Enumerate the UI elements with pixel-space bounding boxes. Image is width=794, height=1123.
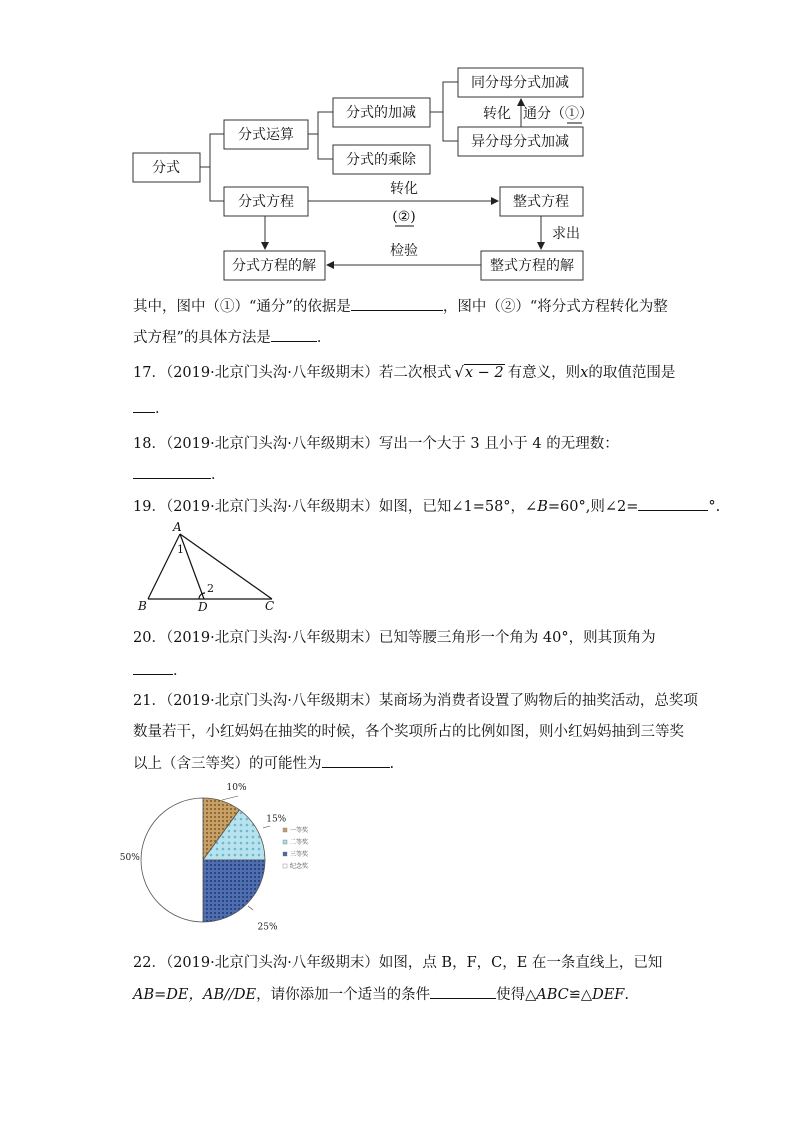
diagram-label-circle2: (②) [392, 209, 416, 225]
vertex-B: B [138, 599, 147, 613]
q20-line1: 20．（2019·北京门头沟·八年级期末）已知等腰三角形一个角为 40°，则其顶角为 [133, 630, 656, 646]
pie-chart [119, 780, 350, 933]
diagram-root: 分式 [152, 160, 180, 176]
q17-line1: 17．（2019·北京门头沟·八年级期末）若二次根式 √x − 2 有意义，则x的取值范围是 [133, 363, 676, 381]
diagram-diff-denominator: 异分母分式加减 [471, 134, 569, 150]
legend-label-4: 纪念奖 [290, 863, 309, 870]
diagram-add-sub: 分式的加减 [346, 105, 416, 121]
diagram-label-qiujie: 求出 [552, 226, 580, 242]
pie-label-2: 15% [266, 814, 287, 825]
diagram-label-tongfen: 通分（①） [523, 106, 593, 122]
vertex-D: D [198, 600, 208, 614]
diagram-label-jianyan: 检验 [390, 243, 418, 259]
q17-blank[interactable] [133, 398, 155, 413]
q18-line1: 18．（2019·北京门头沟·八年级期末）写出一个大于 3 且小于 4 的无理数： [133, 436, 619, 452]
pie-slice-4 [141, 798, 203, 922]
q21-line2: 数量若干，小红妈妈在抽奖的时候，各个奖项所占的比例如图，则小红妈妈抽到三等奖 [133, 724, 684, 740]
legend-swatch-3 [283, 852, 287, 856]
legend-swatch-4 [283, 864, 287, 868]
pie-slice-3 [203, 860, 265, 922]
diagram-label-zhuanhua-mid: 转化 [390, 181, 418, 197]
q16-blank-2[interactable] [271, 327, 317, 342]
q22-line1: 22．（2019·北京门头沟·八年级期末）如图，点 B，F，C，E 在一条直线上，已知 [133, 955, 663, 971]
pie-leader-line-1 [222, 796, 238, 800]
pie-leader-line-2 [263, 826, 270, 828]
q20-line2: ． [133, 660, 673, 681]
q20-blank[interactable] [133, 660, 173, 675]
pie-label-1: 10% [226, 782, 247, 793]
pie-label-4: 50% [119, 853, 140, 863]
q18-blank[interactable] [133, 464, 211, 479]
q19-line1: 19．（2019·北京门头沟·八年级期末）如图，已知∠1=58°，∠B=60°,则∠2= °. [133, 496, 673, 517]
diagram-operation: 分式运算 [238, 127, 294, 143]
diagram-same-denominator: 同分母分式加减 [471, 75, 569, 91]
angle-2-label: 2 [207, 582, 214, 595]
q16-line1: 其中，图中（①）“通分”的依据是 ，图中（②）“将分式方程转化为整 [133, 296, 673, 317]
diagram-equation: 分式方程 [238, 194, 294, 210]
q16-blank-1[interactable] [351, 296, 443, 311]
sqrt-expression: √x − 2 [454, 363, 504, 381]
diagram-label-zhuanhua-top: 转化 [483, 106, 511, 122]
legend-label-3: 三等奖 [290, 851, 309, 858]
pie-label-3: 25% [257, 922, 278, 933]
concept-diagram [0, 0, 794, 290]
q18-line2: ． [133, 464, 673, 485]
legend-swatch-2 [283, 840, 287, 844]
q21-line3: 以上（含三等奖）的可能性为 . [133, 753, 673, 774]
vertex-C: C [265, 599, 275, 613]
diagram-integral-equation: 整式方程 [513, 194, 569, 210]
q17-line2: ． [133, 398, 673, 419]
diagram-equation-solution: 分式方程的解 [232, 258, 316, 274]
legend-label-2: 二等奖 [290, 839, 309, 846]
legend-label-1: 一等奖 [290, 827, 309, 834]
q19-blank[interactable] [638, 496, 708, 511]
q22-line2: AB=DE，AB//DE，请你添加一个适当的条件 使得△ABC≌△DEF. [133, 984, 673, 1005]
triangle-figure [130, 522, 290, 614]
q21-blank[interactable] [322, 753, 390, 768]
q21-line1: 21．（2019·北京门头沟·八年级期末）某商场为消费者设置了购物后的抽奖活动，总奖项 [133, 693, 698, 709]
q16-line2: 式方程”的具体方法是 ． [133, 327, 673, 348]
vertex-A: A [173, 520, 182, 534]
q22-blank[interactable] [430, 984, 496, 999]
diagram-integral-solution: 整式方程的解 [490, 258, 574, 274]
pie-leader-line-3 [248, 906, 253, 910]
angle-1-label: 1 [177, 543, 184, 556]
diagram-mul-div: 分式的乘除 [346, 152, 416, 168]
legend-swatch-1 [283, 828, 287, 832]
